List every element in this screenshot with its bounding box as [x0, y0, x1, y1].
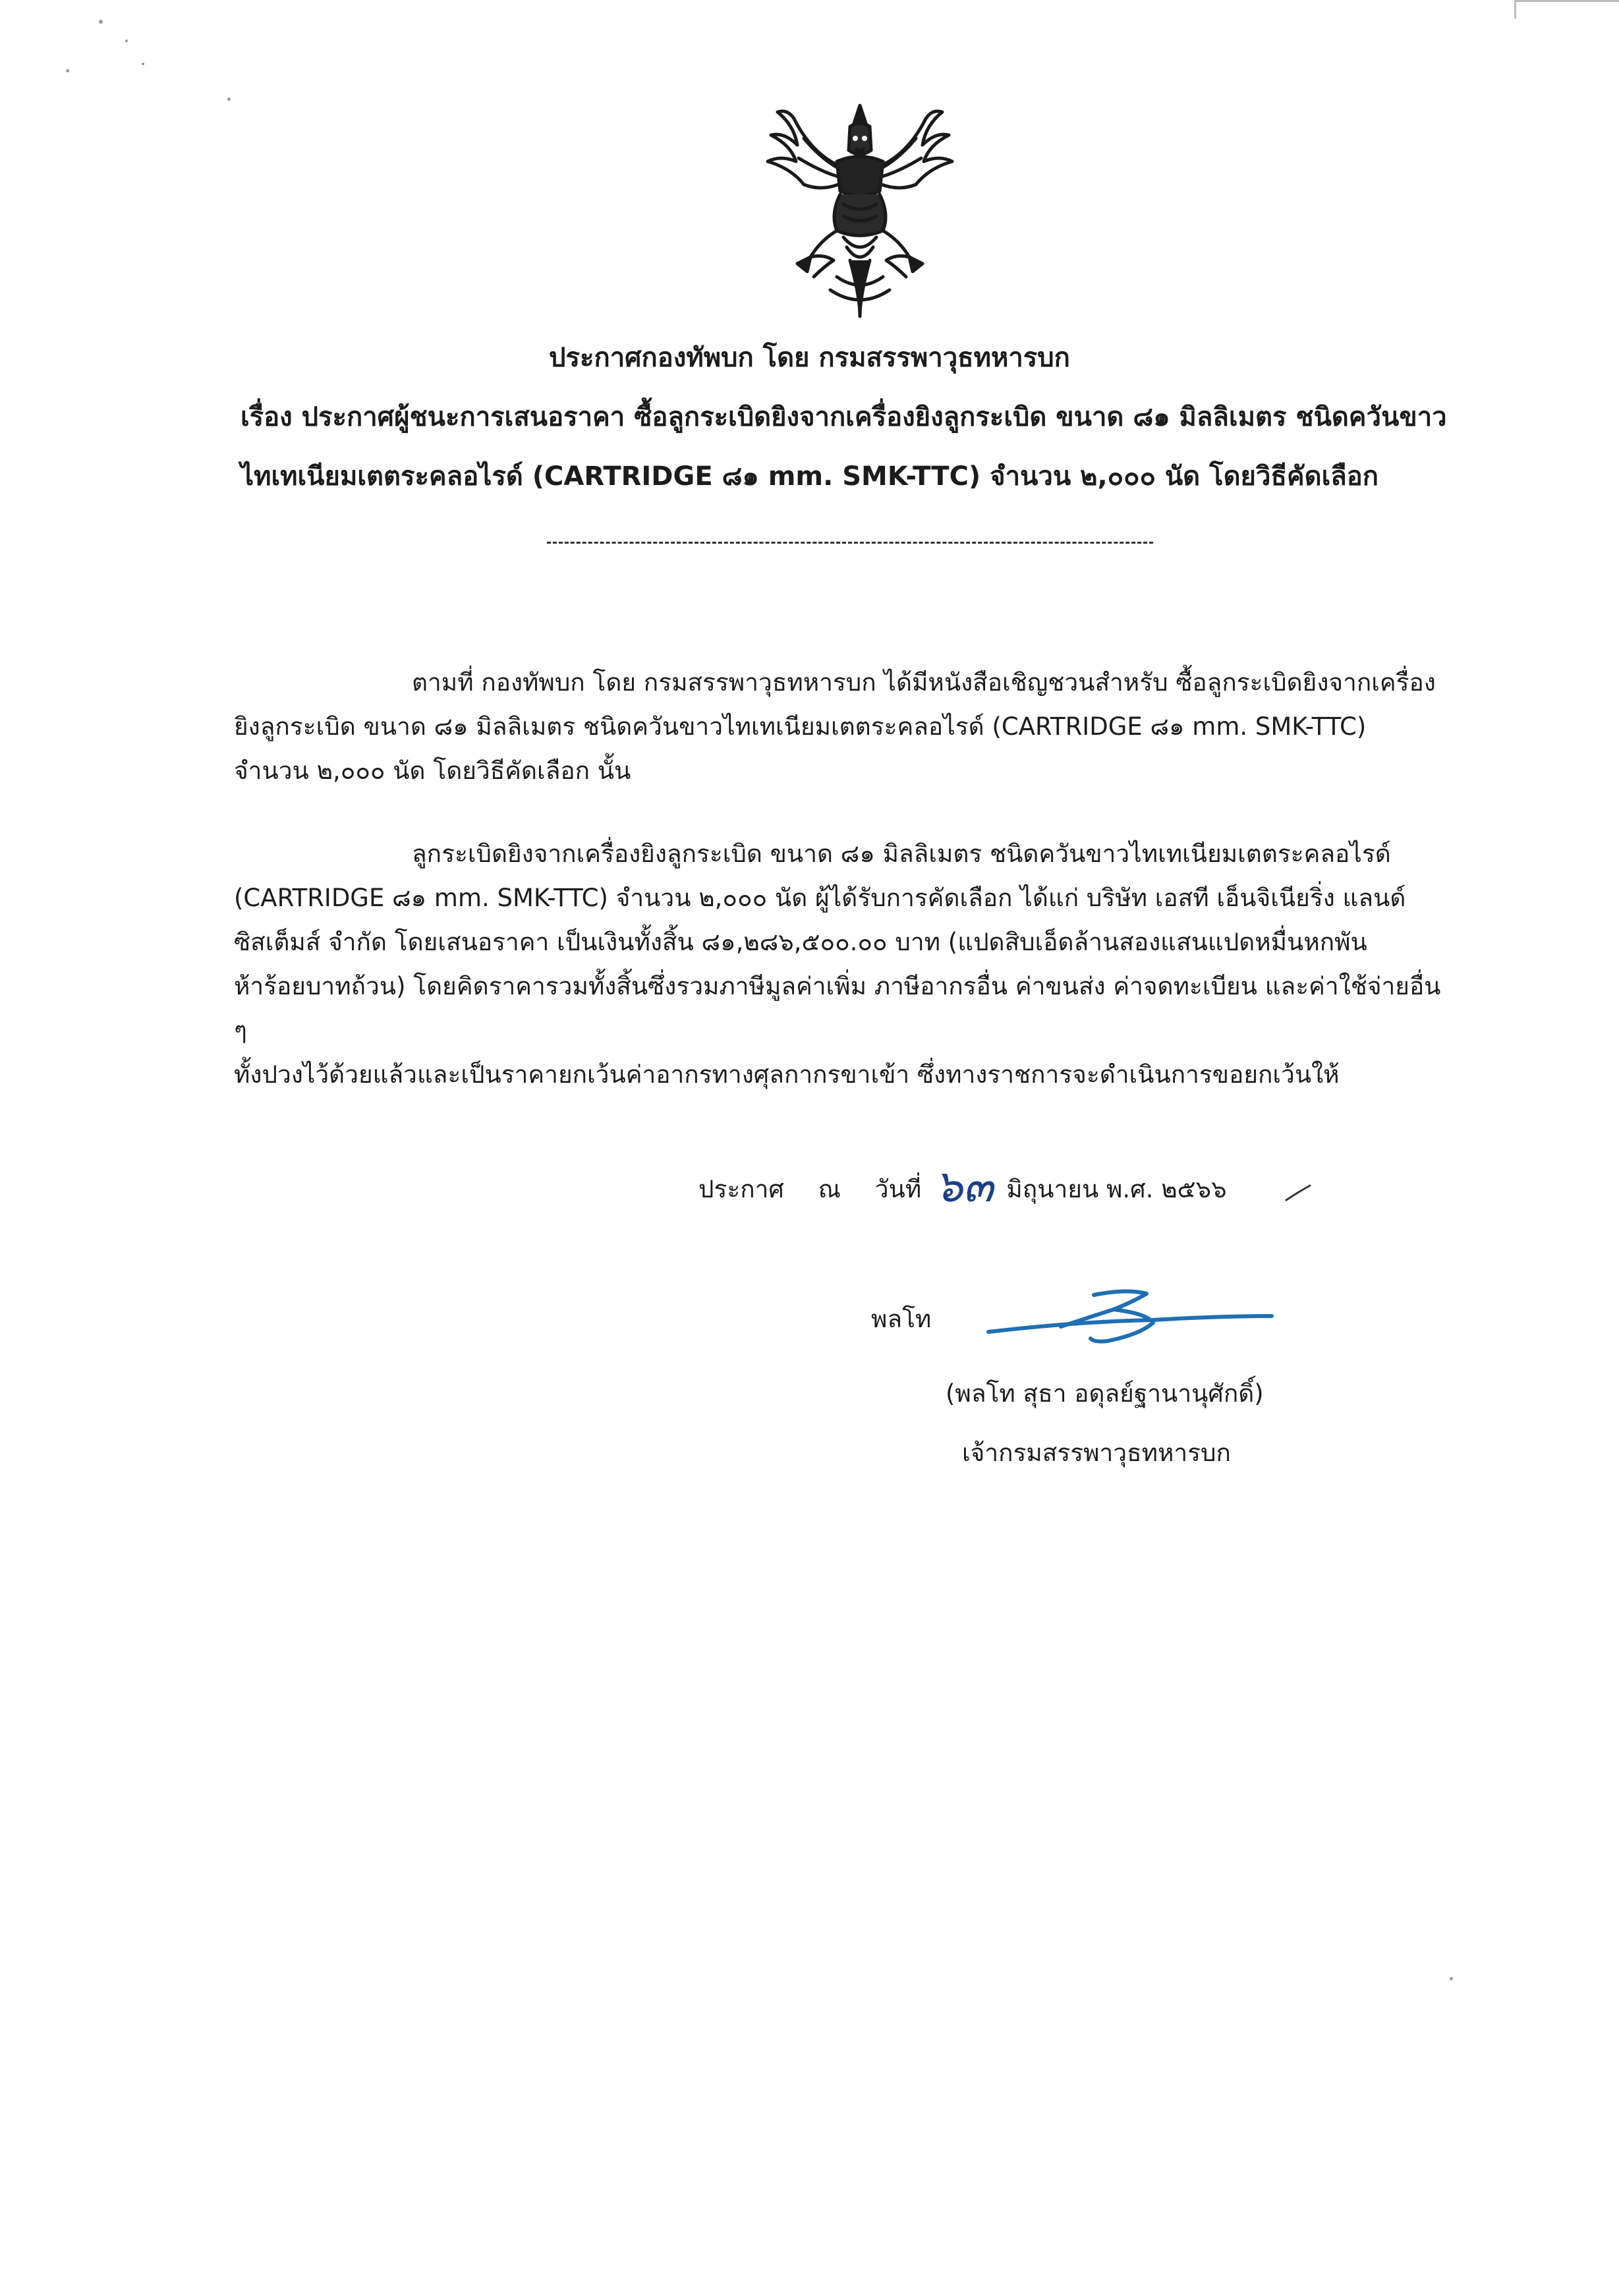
handwritten-day: ๖๓: [934, 1161, 994, 1213]
announce-day-label: วันที่: [874, 1175, 922, 1203]
handwritten-tick-icon: [1285, 1183, 1311, 1203]
paragraph-line: ทั้งปวงไว้ด้วยแล้วและเป็นราคายกเว้นค่าอากรทางศุลกากรขาเข้า ซึ่งทางราชการจะดำเนินการขอยกเว้นให้: [234, 1060, 1340, 1089]
signatory-name: (พลโท สุธา อดุลย์ฐานานุศักดิ์): [946, 1379, 1264, 1408]
signature-icon: [982, 1282, 1285, 1367]
heading-separator: [547, 542, 1153, 544]
announcement-date-line: [698, 1150, 1227, 1221]
scan-speck: [227, 98, 231, 101]
paragraph-line: ห้าร้อยบาทถ้วน) โดยคิดราคารวมทั้งสิ้นซึ่งรวมภาษีมูลค่าเพิ่ม ภาษีอากรอื่น ค่าขนส่ง ค่าจดทะเบียน และค่าใช้จ่ายอื่น ๆ: [234, 972, 1441, 1045]
signatory-position: เจ้ากรมสรรพาวุธทหารบก: [962, 1439, 1231, 1467]
announce-year: ๒๕๖๖: [1161, 1175, 1227, 1203]
scan-speck: [66, 69, 69, 72]
scan-speck: [142, 63, 144, 65]
scan-speck: [125, 40, 128, 42]
paragraph-invitation: [234, 660, 1460, 793]
paragraph-line: จำนวน ๒,๐๐๐ นัด โดยวิธีคัดเลือก นั้น: [234, 757, 631, 785]
signatory-rank: พลโท: [871, 1305, 932, 1333]
subject-line-continued: ไทเทเนียมเตตระคลอไรด์ (CARTRIDGE ๘๑ mm. SMK-TTC) จำนวน ๒,๐๐๐ นัด โดยวิธีคัดเลือก: [240, 461, 1379, 492]
announce-label: ประกาศ: [698, 1175, 784, 1203]
scan-edge-line-vertical: [1514, 0, 1516, 18]
scan-speck: [1450, 1977, 1453, 1980]
garuda-emblem-icon: [758, 99, 962, 323]
subject-line: เรื่อง ประกาศผู้ชนะการเสนอราคา ซื้อลูกระเบิดยิงจากเครื่องยิงลูกระเบิด ขนาด ๘๑ มิลลิเมตร ชนิดควันขาว: [241, 402, 1447, 432]
scan-edge-line: [1516, 0, 1619, 2]
paragraph-line: ยิงลูกระเบิด ขนาด ๘๑ มิลลิเมตร ชนิดควันขาวไทเทเนียมเตตระคลอไรด์ (CARTRIDGE ๘๑ mm. SMK-TTC): [234, 712, 1367, 741]
paragraph-line: ลูกระเบิดยิงจากเครื่องยิงลูกระเบิด ขนาด ๘๑ มิลลิเมตร ชนิดควันขาวไทเทเนียมเตตระคลอไรด์: [412, 840, 1391, 868]
announce-at: ณ: [818, 1175, 841, 1203]
announce-month: มิถุนายน: [1006, 1175, 1099, 1203]
paragraph-winner: [234, 832, 1460, 1097]
scan-speck: [99, 20, 103, 24]
announce-era: พ.ศ.: [1106, 1175, 1154, 1203]
announcement-heading: ประกาศกองทัพบก โดย กรมสรรพาวุธทหารบก: [549, 343, 1070, 373]
paragraph-line: ตามที่ กองทัพบก โดย กรมสรรพาวุธทหารบก ได้มีหนังสือเชิญชวนสำหรับ ซื้อลูกระเบิดยิงจากเครื่อง: [412, 668, 1436, 697]
paragraph-line: ซิสเต็มส์ จำกัด โดยเสนอราคา เป็นเงินทั้งสิ้น ๘๑,๒๘๖,๕๐๐.๐๐ บาท (แปดสิบเอ็ดล้านสองแสนแปดหมื่นหกพัน: [234, 928, 1367, 956]
paragraph-line: (CARTRIDGE ๘๑ mm. SMK-TTC) จำนวน ๒,๐๐๐ นัด ผู้ได้รับการคัดเลือก ได้แก่ บริษัท เอสที เอ็นจิเนียริ่ง แลนด์: [234, 884, 1406, 912]
